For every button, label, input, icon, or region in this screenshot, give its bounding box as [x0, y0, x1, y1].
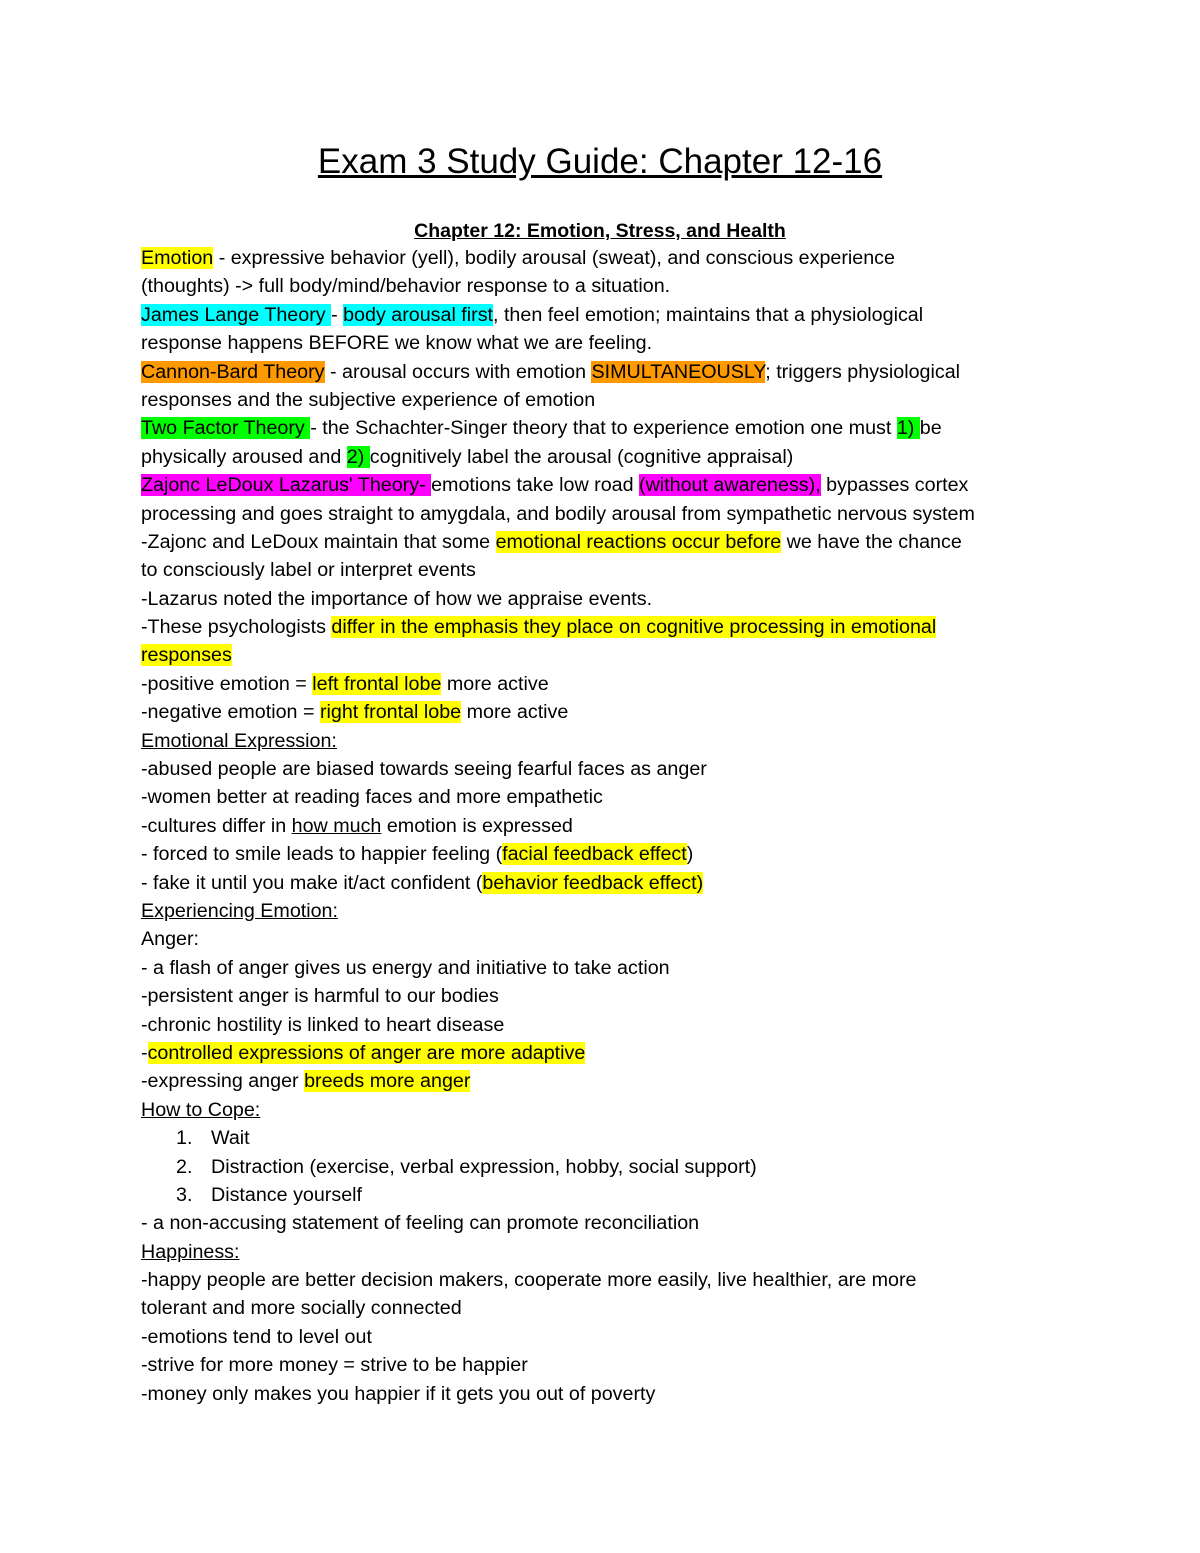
text-run: -chronic hostility is linked to heart disease [141, 1013, 505, 1036]
text-run: physically aroused and [141, 445, 347, 468]
text-line [141, 301, 1071, 329]
highlighted-text: facial feedback effect [502, 843, 687, 866]
highlighted-text: SIMULTANEOUSLY [591, 360, 766, 383]
text-line [141, 1238, 1071, 1266]
list-item-text: Distraction (exercise, verbal expression, hobby, social support) [211, 1155, 757, 1178]
text-run: -strive for more money = strive to be happier [141, 1354, 528, 1377]
highlighted-text: left frontal lobe [312, 672, 442, 695]
text-line [141, 1096, 1071, 1124]
text-run: -negative emotion = [141, 701, 320, 724]
list-item-text: Distance yourself [211, 1183, 363, 1206]
list-item [141, 1153, 1071, 1181]
highlighted-text: Cannon-Bard Theory [141, 360, 325, 383]
text-line [141, 471, 1071, 499]
text-run: -abused people are biased towards seeing fearful faces as anger [141, 758, 707, 781]
underlined-heading: Emotional Expression: [141, 729, 337, 752]
text-line [141, 386, 1071, 414]
highlighted-text: responses [141, 644, 232, 667]
text-run: - arousal occurs with emotion [324, 360, 592, 383]
text-run: - forced to smile leads to happier feeling ( [141, 843, 503, 866]
underlined-heading: Experiencing Emotion: [141, 899, 338, 922]
text-run: ; triggers physiological [765, 360, 961, 383]
text-run: more active [461, 701, 569, 724]
text-run: - expressive behavior (yell), bodily arousal (sweat), and conscious experience [213, 247, 895, 269]
text-run: emotion is expressed [381, 814, 573, 837]
text-line [141, 329, 1071, 357]
text-run: (thoughts) -> full body/mind/behavior response to a situation. [141, 275, 671, 298]
highlighted-text: (without awareness), [639, 474, 821, 497]
text-line [141, 812, 1071, 840]
text-line [141, 783, 1071, 811]
text-run: -positive emotion = [141, 672, 313, 695]
text-run: - a non-accusing statement of feeling can promote reconciliation [141, 1212, 700, 1235]
text-line [141, 925, 1071, 953]
text-line [141, 528, 1071, 556]
underlined-heading: Happiness: [141, 1240, 240, 1263]
text-line [141, 897, 1071, 925]
text-run: more active [441, 672, 549, 695]
highlighted-text: James Lange Theory [141, 303, 332, 326]
text-run: -emotions tend to level out [141, 1325, 372, 1348]
text-line [141, 244, 1071, 272]
text-line [141, 414, 1071, 442]
text-run: -persistent anger is harmful to our bodies [141, 985, 499, 1008]
text-line [141, 670, 1071, 698]
text-run: -Zajonc and LeDoux maintain that some [141, 530, 496, 553]
text-run: ) [686, 843, 694, 866]
text-run: emotions take low road [431, 474, 640, 497]
list-number: 3. [176, 1183, 193, 1206]
text-line [141, 1380, 1071, 1408]
text-run: -happy people are better decision makers, cooperate more easily, live healthier, are more [141, 1269, 917, 1292]
page-title: Exam 3 Study Guide: Chapter 12-16 [317, 142, 883, 181]
list-number: 1. [176, 1127, 193, 1150]
text-run: responses and the subjective experience of emotion [141, 388, 596, 411]
text-run: - [141, 1041, 148, 1064]
text-run: processing and goes straight to amygdala, and bodily arousal from sympathetic nervous system [141, 502, 975, 525]
chapter-heading: Chapter 12: Emotion, Stress, and Health [414, 220, 786, 242]
text-run: - fake it until you make it/act confident ( [141, 871, 483, 894]
text-run: - the Schachter-Singer theory that to experience emotion one must [310, 417, 897, 440]
text-line [141, 755, 1071, 783]
text-line [141, 585, 1071, 613]
text-run: we have the chance [781, 530, 962, 553]
text-line [141, 1266, 1071, 1294]
highlighted-text: Zajonc LeDoux Lazarus' Theory- [141, 474, 432, 497]
text-run: cognitively label the arousal (cognitive appraisal) [369, 445, 794, 468]
text-run: Anger: [141, 928, 200, 951]
highlighted-text: body arousal first [343, 303, 494, 326]
highlighted-text: Emotion [141, 247, 214, 269]
text-line [141, 727, 1071, 755]
list-item-text: Wait [211, 1127, 250, 1150]
highlighted-text: 2) [346, 445, 370, 468]
text-line [141, 613, 1071, 641]
highlighted-text: right frontal lobe [319, 701, 462, 724]
text-run: bypasses cortex [820, 474, 969, 497]
text-line [141, 1323, 1071, 1351]
text-line [141, 954, 1071, 982]
list-item [141, 1124, 1071, 1152]
text-line [141, 840, 1071, 868]
text-run: -Lazarus noted the importance of how we appraise events. [141, 587, 653, 610]
text-line [141, 1039, 1071, 1067]
text-run: -cultures differ in [141, 814, 292, 837]
text-run: -money only makes you happier if it gets you out of poverty [141, 1382, 656, 1405]
text-line [141, 272, 1071, 300]
text-line [141, 982, 1071, 1010]
text-run: tolerant and more socially connected [141, 1297, 462, 1320]
highlighted-text: emotional reactions occur before [495, 530, 782, 553]
text-line [141, 1294, 1071, 1322]
document-body [141, 244, 1071, 1408]
underlined-heading: How to Cope: [141, 1098, 261, 1121]
text-line [141, 358, 1071, 386]
text-run: response happens BEFORE we know what we are feeling. [141, 332, 653, 355]
highlighted-text: differ in the emphasis they place on cognitive processing in emotional [331, 616, 937, 639]
text-run: - a flash of anger gives us energy and initiative to take action [141, 956, 670, 979]
text-line [141, 641, 1071, 669]
text-run: -expressing anger [141, 1070, 305, 1093]
text-run: -women better at reading faces and more empathetic [141, 786, 603, 809]
text-line [141, 869, 1071, 897]
text-run: be [919, 417, 942, 440]
highlighted-text: behavior feedback effect) [482, 871, 704, 894]
highlighted-text: controlled expressions of anger are more adaptive [147, 1041, 586, 1064]
list-number: 2. [176, 1155, 193, 1178]
list-item [141, 1181, 1071, 1209]
text-line [141, 556, 1071, 584]
text-run: , then feel emotion; maintains that a physiological [493, 303, 924, 326]
text-line [141, 1351, 1071, 1379]
text-run: -These psychologists [141, 616, 332, 639]
text-run: - [331, 303, 344, 326]
highlighted-text: 1) [896, 417, 920, 440]
text-line [141, 698, 1071, 726]
text-line [141, 1067, 1071, 1095]
text-line [141, 443, 1071, 471]
text-line [141, 1209, 1071, 1237]
underlined-heading: how much [291, 814, 382, 837]
text-line [141, 500, 1071, 528]
text-run: to consciously label or interpret events [141, 559, 476, 582]
highlighted-text: Two Factor Theory [141, 417, 311, 440]
highlighted-text: breeds more anger [304, 1070, 471, 1093]
text-line [141, 1011, 1071, 1039]
